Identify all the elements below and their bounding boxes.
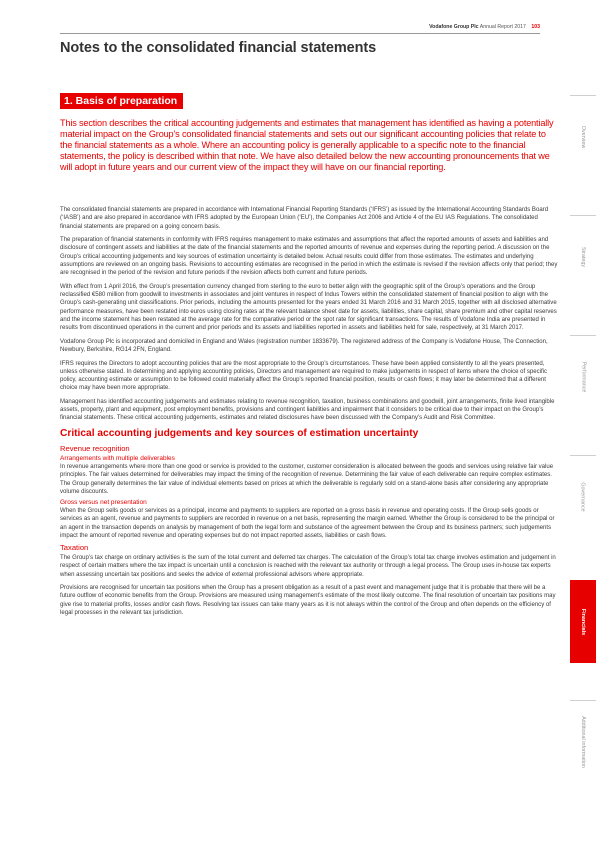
section-title: 1. Basis of preparation bbox=[60, 93, 183, 109]
paragraph-incorporation: Vodafone Group Plc is incorporated and domiciled in England and Wales (registration number 1833679). The registered address of the Company is Vodafone House, The Connection, Newbury, Berkshire, RG14 2FN, England. bbox=[60, 338, 548, 353]
sidebar-tab-overview[interactable] bbox=[570, 95, 596, 178]
paragraph-ifrs: The consolidated financial statements are prepared in accordance with International Financial Reporting Standards (‘IFRS’) as issued by the International Accounting Standards Board (‘IASB’) and are also prepared in accordance with IFRS adopted by the European Union (‘EU’), the Companies Act 2006 and Article 4 of the EU IAS Regulations. The consolidated financial statements are prepared on a going concern basis. bbox=[60, 207, 549, 230]
taxation-heading: Taxation bbox=[60, 543, 89, 553]
intro-paragraph: This section describes the critical accounting judgements and estimates that management has identified as having a potentially material impact on the Group’s consolidated financial statements and sets out our significant accounting policies that relate to the financial statements as a whole. Where an accounting policy is generally applicable to a specific note to the financial statements, the policy is described within that note. We have also detailed below the new accounting pronouncements that we will adopt in future years and our current view of the impact they will have on our financial reporting. bbox=[60, 118, 554, 173]
sidebar-tab-additional-information[interactable] bbox=[570, 700, 596, 783]
sidebar-tab-label: Overview bbox=[580, 125, 586, 149]
header-report: Annual Report 2017 bbox=[479, 24, 526, 30]
header-divider bbox=[60, 33, 540, 34]
body-text bbox=[60, 206, 558, 623]
multiple-deliverables-text: In revenue arrangements where more than one good or service is provided to the customer, customer consideration is allocated between the goods and services using relative fair value principles. The fair values determined for deliverables may impact the timing of the recognition of revenue. Determining the fair value of each deliverable can require complex estimates. The Group generally determines the fair value of individual elements based on prices at which the deliverable is regularly sold on a stand-alone basis after considering any appropriate volume discounts. bbox=[60, 464, 554, 495]
sidebar-tab-governance[interactable] bbox=[570, 455, 596, 538]
critical-judgements-heading: Critical accounting judgements and key sources of estimation uncertainty bbox=[60, 428, 419, 440]
section-sidebar bbox=[570, 95, 596, 793]
taxation-text-2: Provisions are recognised for uncertain tax positions when the Group has a present obligation as a result of a past event and management judge that it is probable that there will be a future outflow of economic benefits from the Group. Provisions are measured using management’s estimate of the most likely outcome. The final resolution of uncertain tax positions may give rise to material profits, losses and/or cash flows. Resolving tax issues can take many years as it is not always within the control of the Group and often depends on the efficiency of legal processes in the relevant tax jurisdiction. bbox=[60, 585, 556, 616]
sidebar-tab-strategy[interactable] bbox=[570, 215, 596, 298]
gross-net-text: When the Group sells goods or services as a principal, income and payments to suppliers are reported on a gross basis in revenue and operating costs. If the Group sells goods or services as an agent, revenue and payments to suppliers are recorded in revenue on a net basis, representing the margin earned. Whether the Group is considered to be the principal or an agent in the transaction depends on analysis by management of both the legal form and substance of the agreement between the Group and its business partners; such judgements impact the amount of reported revenue and operating expenses but do not impact reported assets, liabilities or cash flows. bbox=[60, 508, 555, 539]
multiple-deliverables-heading: Arrangements with multiple deliverables bbox=[60, 455, 175, 463]
paragraph-judgements: Management has identified accounting judgements and estimates relating to revenue recognition, taxation, business combinations and goodwill, joint arrangements, finite lived intangible assets, property, plant and equipment, post employment benefits, provisions and contingent liabilities and impairment that it considers to be critical due to their impact on the Group’s financial statements. These critical accounting judgements, estimates and related disclosures have been discussed with the Company’s Audit and Risk Committee. bbox=[60, 398, 555, 422]
sidebar-tab-label: Performance bbox=[580, 361, 587, 393]
sidebar-tab-label: Financials bbox=[580, 608, 586, 635]
header-page-number: 103 bbox=[531, 24, 540, 30]
sidebar-tab-label: Governance bbox=[580, 482, 586, 512]
paragraph-policies: IFRS requires the Directors to adopt accounting policies that are the most appropriate to the Group’s circumstances. These have been applied consistently to all the years presented, unless otherwise stated. In determining and applying accounting policies, Directors and management are required to make judgements in respect of items where the choice of specific policy, accounting estimate or assumption to be followed could materially affect the Group’s reported financial position, results or cash flows; it may later be determined that a different choice may have been more appropriate. bbox=[60, 360, 548, 392]
header-company: Vodafone Group Plc bbox=[429, 24, 479, 30]
paragraph-currency: With effect from 1 April 2016, the Group’s presentation currency changed from sterling to the euro to better align with the geographic split of the Group’s operations and the Group reclassified €580 million from goodwill to investments in associates and joint ventures in respect of Indus Towers within the consolidated statement of financial position to align with the Group’s cash-generating unit classifications. Prior periods, including the amounts presented for the years ended 31 March 2016 and 31 March 2015, together with all disclosed alternative performance measures, have been restated into euros using closing rates at the relevant balance sheet date for assets, liabilities, share capital, share premium and other capital reserves and the income statement has been restated at the average rate for the comparative period or the spot rate for significant transactions. The results of Vodafone India are presented in results from discontinued operations in the current and prior periods and its assets and liabilities reported in assets and liabilities held for sale, respectively, at 31 March 2017. bbox=[60, 283, 557, 332]
running-header bbox=[429, 24, 540, 30]
paragraph-estimates: The preparation of financial statements in conformity with IFRS requires management to make estimates and assumptions that affect the reported amounts of assets and liabilities and disclosure of contingent assets and liabilities at the date of the financial statements and the reported amounts of revenue and expenses during the reporting period. A discussion on the Group’s critical accounting judgements and key sources of estimation uncertainty is detailed below. Actual results could differ from those estimates. The estimates and underlying assumptions are reviewed on an ongoing basis. Revisions to accounting estimates are recognised in the period in which the estimate is revised if the revision affects only that period; they are recognised in the period of the revision and future periods if the revision affects both current and future periods. bbox=[60, 237, 558, 277]
sidebar-tab-label: Strategy bbox=[579, 246, 586, 268]
revenue-recognition-heading: Revenue recognition bbox=[60, 444, 130, 454]
sidebar-tab-performance[interactable] bbox=[570, 335, 596, 418]
gross-net-heading: Gross versus net presentation bbox=[60, 499, 147, 507]
sidebar-tab-label: Additional information bbox=[580, 716, 586, 768]
page-title: Notes to the consolidated financial statements bbox=[60, 40, 377, 56]
sidebar-tab-financials[interactable] bbox=[570, 580, 596, 663]
taxation-text-1: The Group’s tax charge on ordinary activities is the sum of the total current and deferred tax charges. The calculation of the Group’s total tax charge involves estimation and judgement in respect of certain matters where the tax impact is uncertain until a conclusion is reached with the relevant tax authority or through a legal process. The Group uses in-house tax experts when assessing uncertain tax positions and seeks the advice of external professional advisors where appropriate. bbox=[60, 555, 556, 578]
